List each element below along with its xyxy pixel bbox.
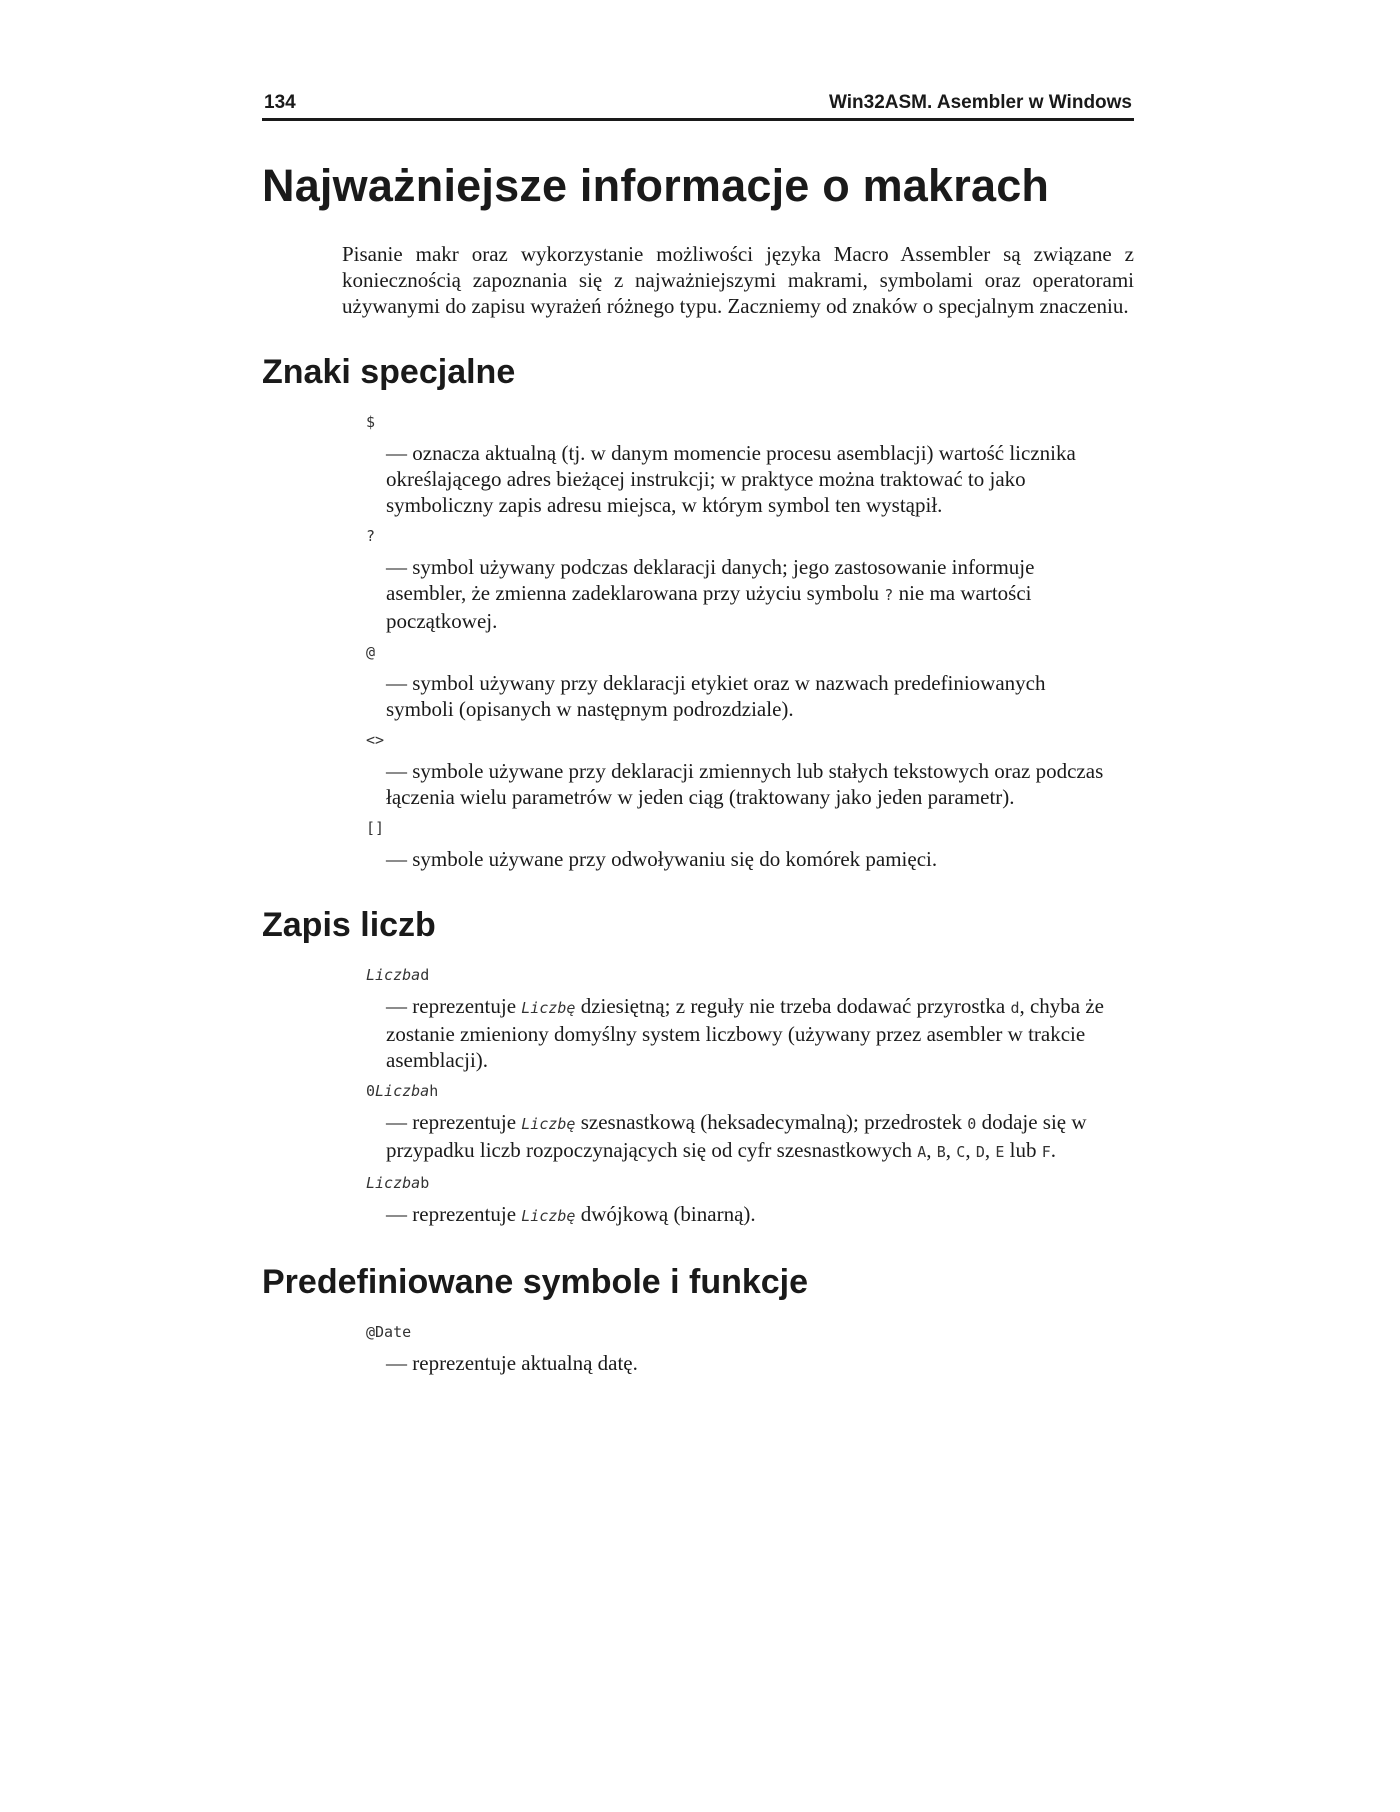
term-decimal-suffix: d — [420, 965, 430, 984]
desc-angle-brackets: — symbole używane przy deklaracji zmiennych lub stałych tekstowych oraz podczas łączenia wielu parametrów w jeden ciąg (traktowany jako jeden parametr). — [386, 758, 1104, 809]
desc-decimal-text-2: dziesiętną; z reguły nie trzeba dodawać przyrostka — [575, 993, 1011, 1018]
term-hex-prefix: 0 — [366, 1081, 376, 1100]
chapter-title: Najważniejsze informacje o makrach — [262, 160, 1050, 211]
desc-at: — symbol używany przy deklaracji etykiet oraz w nazwach predefiniowanych symboli (opisanych w następnym podrozdziale). — [386, 670, 1046, 721]
desc-decimal-text-1: — reprezentuje — [386, 993, 522, 1018]
term-square-brackets: [] — [366, 818, 385, 837]
section-heading-number-notation: Zapis liczb — [262, 905, 436, 944]
term-binary — [366, 1173, 1118, 1193]
desc-binary-text-2: dwójkową (binarną). — [575, 1201, 756, 1226]
desc-hex-text-2: szesnastkową (heksadecymalną); przedrostek — [575, 1109, 968, 1134]
desc-hex-text-1: — reprezentuje — [386, 1109, 522, 1134]
hex-digit-c: C — [956, 1142, 966, 1161]
page-number: 134 — [264, 92, 296, 113]
desc-hex: — reprezentuje Liczbę szesnastkową (heksadecymalną); przedrostek 0 dodaje się w przypadku liczb rozpoczynających się od cyfr szesnastkowych A, B, C, D, E lub F. — [386, 1109, 1087, 1162]
definition-list-special-chars — [366, 412, 1118, 872]
desc-question-code: ? — [884, 585, 894, 604]
section-heading-special-chars: Znaki specjalne — [262, 352, 516, 391]
desc-binary-code-1: Liczbę — [521, 1206, 576, 1225]
hex-digit-a: A — [917, 1142, 927, 1161]
desc-question-text-b: nie ma wartości początkowej. — [386, 580, 1032, 633]
desc-hex-code-2: 0 — [967, 1114, 977, 1133]
desc-square-brackets: — symbole używane przy odwoływaniu się do komórek pamięci. — [386, 846, 938, 871]
running-header — [262, 92, 1134, 121]
term-date: @Date — [366, 1322, 412, 1341]
book-title: Win32ASM. Asembler w Windows — [829, 92, 1132, 113]
term-hex-suffix: h — [429, 1081, 439, 1100]
term-binary-suffix: b — [420, 1173, 430, 1192]
desc-binary-text-1: — reprezentuje — [386, 1201, 522, 1226]
term-decimal — [366, 965, 1118, 985]
section-heading-predefined-symbols: Predefiniowane symbole i funkcje — [262, 1262, 809, 1301]
book-page — [262, 92, 1134, 1376]
term-hex — [366, 1081, 1118, 1101]
definition-list-number-notation — [366, 965, 1118, 1229]
term-binary-placeholder: Liczba — [366, 1173, 421, 1192]
term-at: @ — [366, 642, 376, 661]
definition-list-predefined-symbols — [366, 1322, 1118, 1376]
desc-hex-text-3: dodaje się w przypadku liczb rozpoczynających się od cyfr szesnastkowych — [386, 1109, 1087, 1162]
desc-question-text-a: — symbol używany podczas deklaracji danych; jego zastosowanie informuje asembler, że zmienna zadeklarowana przy użyciu symbolu — [386, 554, 1035, 605]
desc-binary — [386, 1201, 1118, 1229]
hex-digit-d: D — [975, 1142, 985, 1161]
desc-decimal — [386, 993, 1118, 1073]
desc-hex-text-5: . — [1050, 1137, 1056, 1162]
term-angle-brackets: <> — [366, 730, 385, 749]
desc-decimal-text-3: , chyba że zostanie zmieniony domyślny system liczbowy (używany przez asembler w trakcie asemblacji). — [386, 993, 1105, 1072]
hex-digit-e: E — [995, 1142, 1005, 1161]
desc-decimal-code-1: Liczbę — [521, 998, 576, 1017]
term-decimal-placeholder: Liczba — [366, 965, 421, 984]
term-dollar: $ — [366, 412, 376, 431]
term-hex-placeholder: Liczba — [375, 1081, 430, 1100]
hex-digit-f: F — [1041, 1142, 1051, 1161]
desc-decimal-code-2: d — [1010, 998, 1020, 1017]
desc-hex-text-4: lub — [1004, 1137, 1042, 1162]
desc-hex-code-1: Liczbę — [521, 1114, 576, 1133]
term-question: ? — [366, 526, 376, 545]
desc-question — [386, 554, 1118, 634]
desc-dollar: — oznacza aktualną (tj. w danym momencie procesu asemblacji) wartość licznika określającego adres bieżącej instrukcji; w praktyce można traktować to jako symboliczny zapis adresu miejsca, w którym symbol ten wystąpił. — [386, 440, 1076, 517]
desc-date: — reprezentuje aktualną datę. — [386, 1350, 638, 1375]
hex-digit-b: B — [936, 1142, 946, 1161]
intro-paragraph: Pisanie makr oraz wykorzystanie możliwości języka Macro Assembler są związane z koniecznością zapoznania się z najważniejszymi makrami, symbolami oraz operatorami używanymi do zapisu wyrażeń różnego typu. Zaczniemy od znaków o specjalnym znaczeniu. — [342, 241, 1134, 318]
